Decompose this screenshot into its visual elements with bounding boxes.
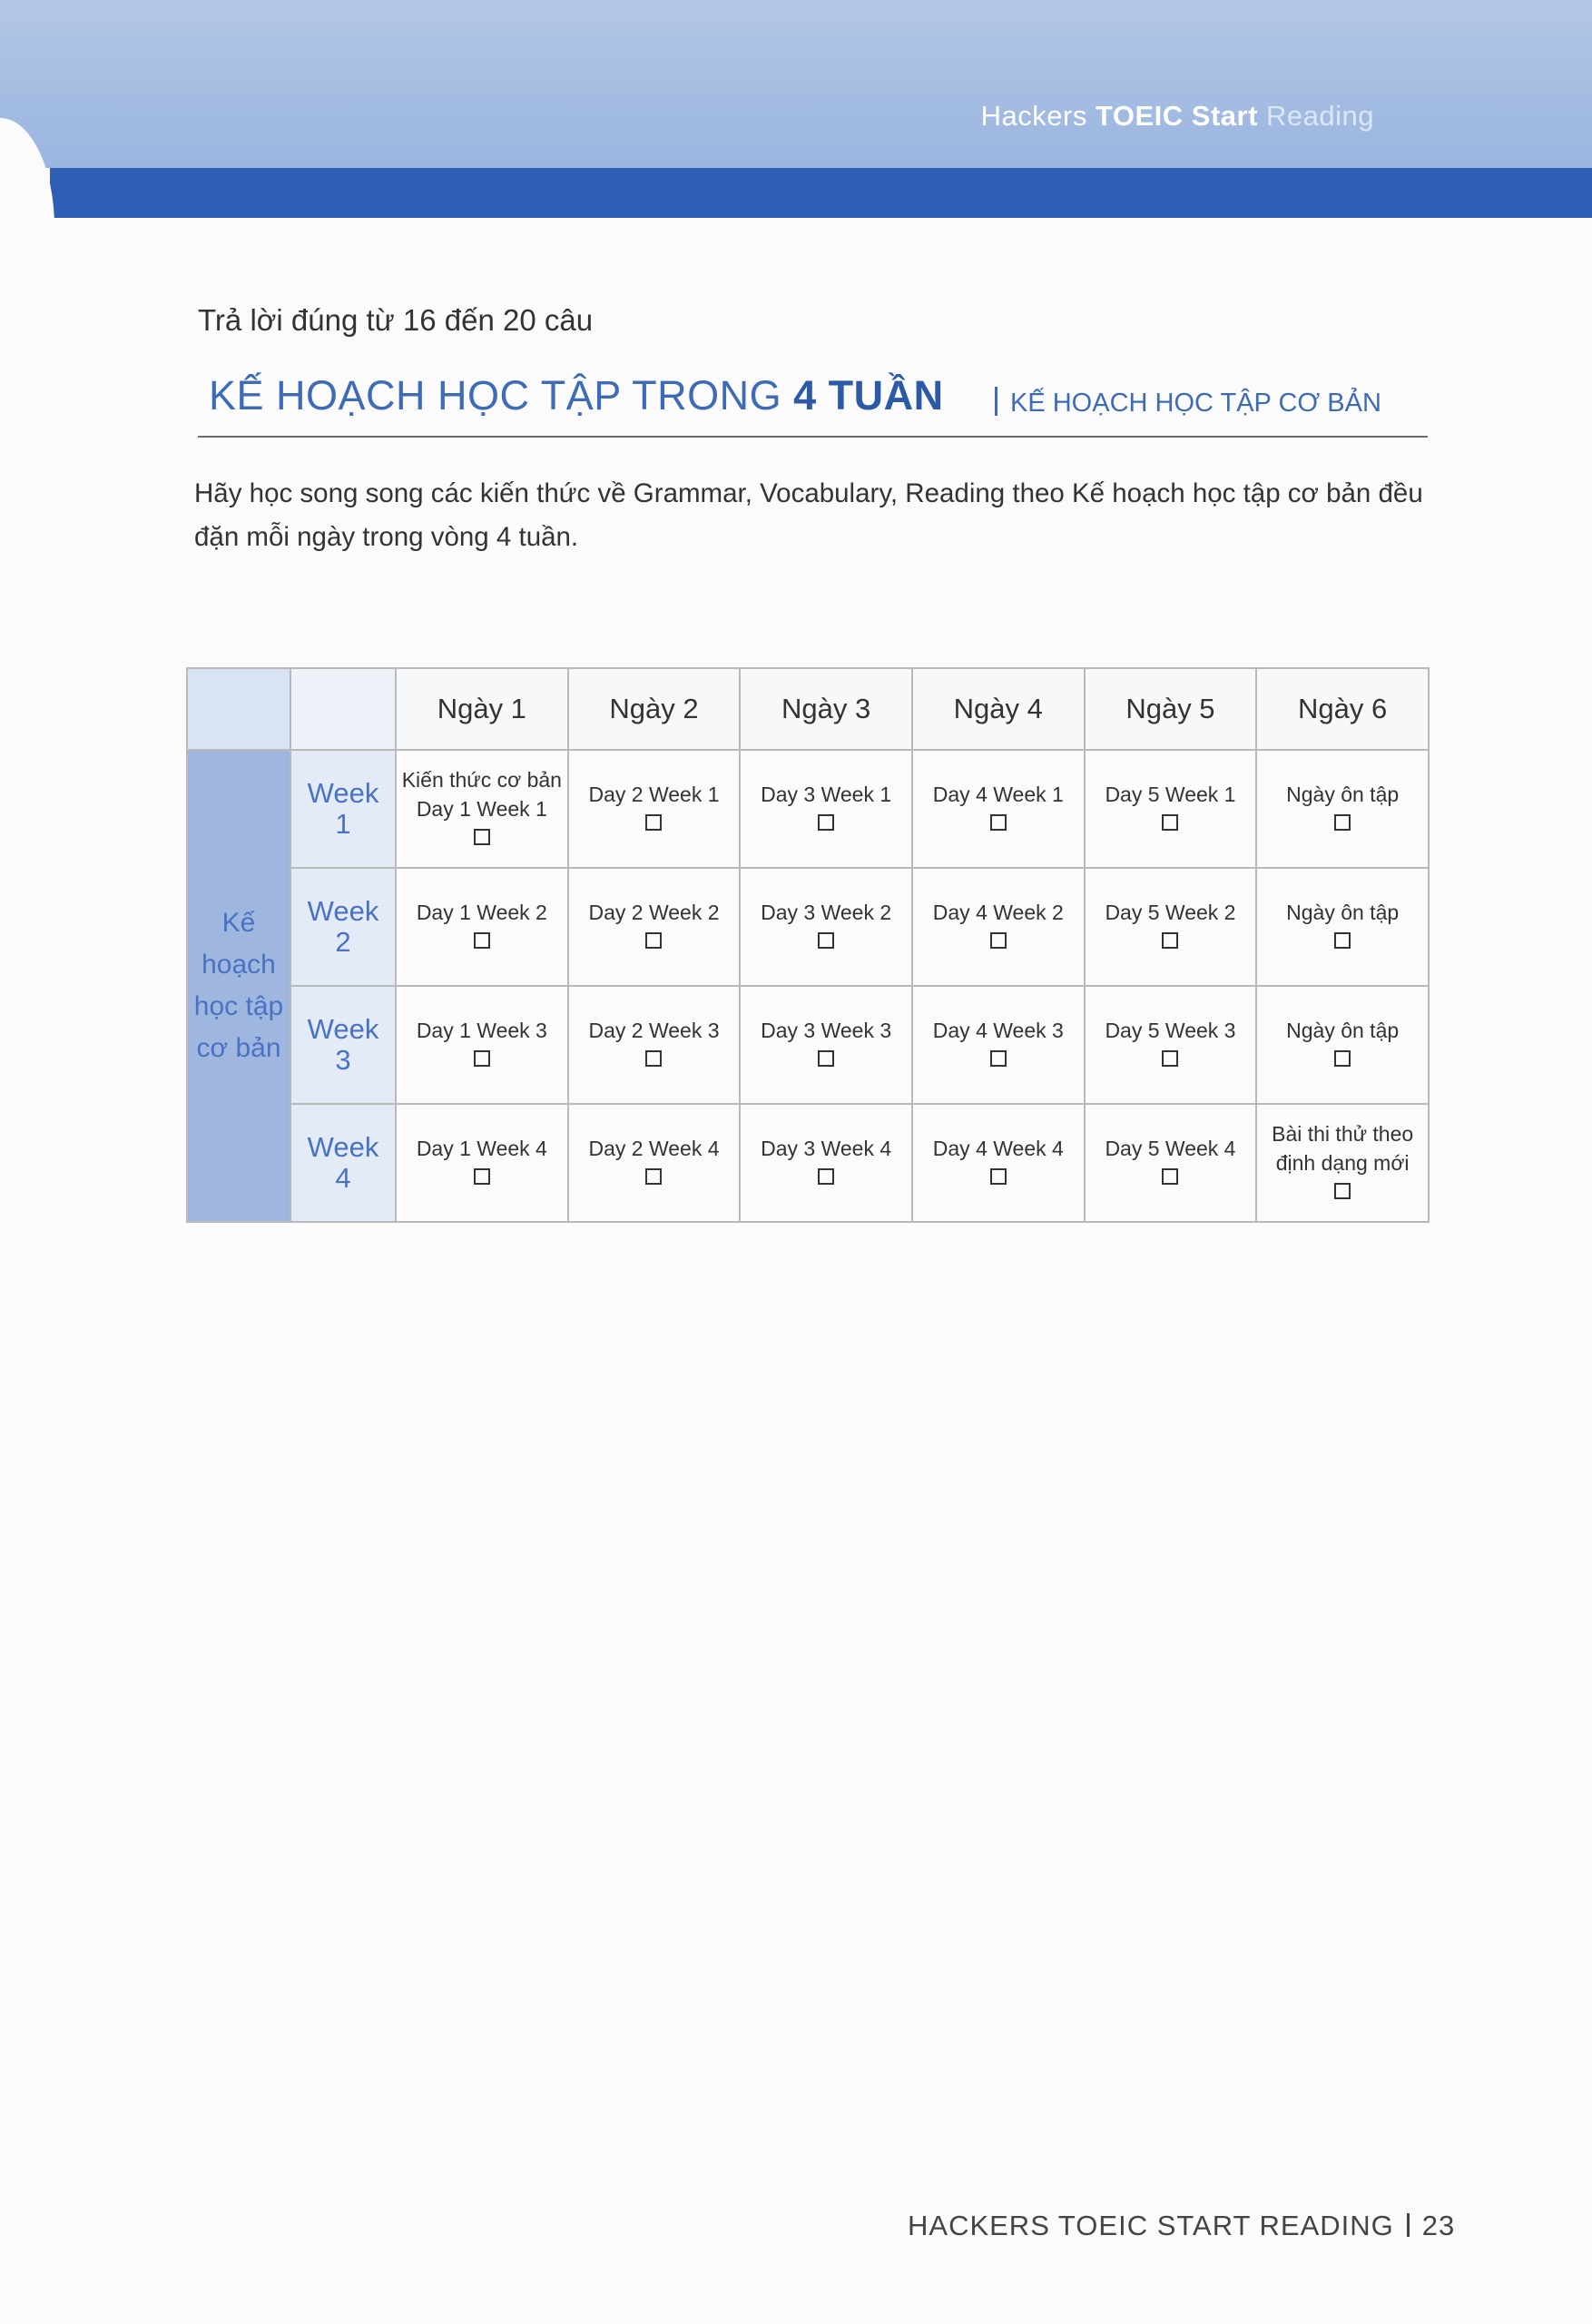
corner-cell <box>187 668 290 750</box>
brand-bold: TOEIC Start <box>1095 100 1258 132</box>
checkbox-icon[interactable] <box>1334 1183 1351 1199</box>
schedule-cell <box>1085 986 1257 1104</box>
checkbox-icon[interactable] <box>1162 1050 1178 1067</box>
schedule-cell <box>1085 1104 1257 1222</box>
schedule-cell <box>396 1104 568 1222</box>
checkbox-icon[interactable] <box>474 932 490 949</box>
schedule-cell <box>568 1104 741 1222</box>
cell-text: Day 2 Week 4 <box>588 1137 720 1160</box>
schedule-cell <box>740 868 912 986</box>
day-header: Ngày 5 <box>1085 668 1257 750</box>
week-header <box>290 986 396 1104</box>
criteria-text: Trả lời đúng từ 16 đến 20 câu <box>198 303 594 337</box>
cell-text: Day 5 Week 3 <box>1105 1019 1236 1042</box>
week-label-line: 1 <box>335 808 351 840</box>
cell-text: Bài thi thử theo <box>1272 1122 1414 1146</box>
cell-text: Day 3 Week 3 <box>761 1019 892 1042</box>
checkbox-icon[interactable] <box>818 814 834 831</box>
checkbox-icon[interactable] <box>474 829 490 845</box>
schedule-cell <box>912 986 1085 1104</box>
cell-text: Day 5 Week 2 <box>1105 901 1236 924</box>
brand-suffix: Reading <box>1266 100 1374 132</box>
week-label-line: Week <box>307 1013 379 1045</box>
week-row <box>187 1104 1429 1222</box>
schedule-cell <box>568 868 741 986</box>
brand-prefix: Hackers <box>980 100 1087 132</box>
week-label-line: Week <box>307 1131 379 1163</box>
cell-text: Day 4 Week 4 <box>932 1137 1064 1160</box>
checkbox-icon[interactable] <box>990 814 1007 831</box>
week-label-line: 2 <box>335 926 351 958</box>
plan-label: Kế hoạch học tập cơ bản <box>187 750 290 1222</box>
schedule-cell <box>1085 750 1257 868</box>
checkbox-icon[interactable] <box>818 1168 834 1185</box>
checkbox-icon[interactable] <box>990 932 1007 949</box>
checkbox-icon[interactable] <box>1162 932 1178 949</box>
schedule-cell <box>568 986 741 1104</box>
cell-text: Day 4 Week 2 <box>932 901 1064 924</box>
plan-subtitle-text: KẾ HOẠCH HỌC TẬP CƠ BẢN <box>1010 389 1381 418</box>
schedule-cell <box>1256 750 1429 868</box>
cell-text: Kiến thức cơ bản <box>401 768 562 792</box>
schedule-cell <box>396 986 568 1104</box>
subtitle-divider <box>995 387 997 416</box>
footer-book-title: HACKERS TOEIC START READING <box>908 2210 1394 2241</box>
week-row <box>187 986 1429 1104</box>
day-header: Ngày 2 <box>568 668 741 750</box>
cell-text: Day 3 Week 4 <box>761 1137 892 1160</box>
study-schedule-table <box>186 667 1430 1223</box>
cell-text: Day 1 Week 3 <box>416 1019 547 1042</box>
week-header <box>290 868 396 986</box>
schedule-cell <box>396 868 568 986</box>
plan-subtitle <box>995 387 1381 419</box>
week-label-line: Week <box>307 777 379 809</box>
schedule-cell <box>740 750 912 868</box>
intro-paragraph: Hãy học song song các kiến thức về Grammar, Vocabulary, Reading theo Kế hoạch học tập cơ bản đều đặn mỗi ngày trong vòng 4 tuần. <box>194 478 1423 552</box>
cell-text: Day 5 Week 1 <box>1105 783 1236 806</box>
plan-heading <box>198 365 1428 438</box>
day-header: Ngày 3 <box>740 668 912 750</box>
week-row <box>187 868 1429 986</box>
week-header <box>290 750 396 868</box>
week-header <box>290 1104 396 1222</box>
checkbox-icon[interactable] <box>818 932 834 949</box>
cell-text: Ngày ôn tập <box>1286 783 1400 806</box>
checkbox-icon[interactable] <box>818 1050 834 1067</box>
schedule-cell <box>1256 868 1429 986</box>
checkbox-icon[interactable] <box>990 1050 1007 1067</box>
schedule-cell <box>912 750 1085 868</box>
cell-text: Day 1 Week 1 <box>416 797 547 821</box>
schedule-cell <box>912 1104 1085 1222</box>
checkbox-icon[interactable] <box>990 1168 1007 1185</box>
page-footer <box>908 2210 1455 2242</box>
cell-text: Day 4 Week 1 <box>932 783 1064 806</box>
schedule-cell <box>1085 868 1257 986</box>
checkbox-icon[interactable] <box>474 1050 490 1067</box>
cell-text: Day 1 Week 2 <box>416 901 547 924</box>
week-row <box>187 750 1429 868</box>
day-header-row <box>187 668 1429 750</box>
week-label-line: 4 <box>335 1162 351 1194</box>
checkbox-icon[interactable] <box>645 814 662 831</box>
cell-text: Ngày ôn tập <box>1286 901 1400 924</box>
schedule-cell <box>396 750 568 868</box>
cell-text: Ngày ôn tập <box>1286 1019 1400 1042</box>
checkbox-icon[interactable] <box>1334 1050 1351 1067</box>
day-header: Ngày 6 <box>1256 668 1429 750</box>
cell-text: Day 5 Week 4 <box>1105 1137 1236 1160</box>
schedule-cell <box>1256 986 1429 1104</box>
checkbox-icon[interactable] <box>1162 1168 1178 1185</box>
day-header: Ngày 4 <box>912 668 1085 750</box>
week-label-line: 3 <box>335 1044 351 1076</box>
header-band <box>0 0 1592 168</box>
page-number: 23 <box>1421 2210 1456 2241</box>
schedule-cell <box>1256 1104 1429 1222</box>
header-stripe <box>50 168 1592 218</box>
running-header <box>981 100 1374 133</box>
checkbox-icon[interactable] <box>645 1168 662 1185</box>
plan-title-weeks: 4 TUẦN <box>793 372 944 419</box>
week-label-line: Week <box>307 895 379 927</box>
cell-text: Day 4 Week 3 <box>932 1019 1064 1042</box>
schedule-cell <box>568 750 741 868</box>
checkbox-icon[interactable] <box>645 1050 662 1067</box>
cell-text: Day 3 Week 2 <box>761 901 892 924</box>
cell-text: định dạng mới <box>1275 1151 1410 1175</box>
schedule-cell <box>740 1104 912 1222</box>
cell-text: Day 2 Week 1 <box>588 783 720 806</box>
schedule-cell <box>740 986 912 1104</box>
plan-title-main: KẾ HOẠCH HỌC TẬP TRONG <box>209 372 782 419</box>
cell-text: Day 2 Week 2 <box>588 901 720 924</box>
cell-text: Day 2 Week 3 <box>588 1019 720 1042</box>
checkbox-icon[interactable] <box>1334 814 1351 831</box>
plan-title <box>209 372 944 419</box>
schedule-cell <box>912 868 1085 986</box>
checkbox-icon[interactable] <box>1162 814 1178 831</box>
checkbox-icon[interactable] <box>645 932 662 949</box>
footer-divider <box>1407 2213 1410 2237</box>
cell-text: Day 3 Week 1 <box>761 783 892 806</box>
day-header: Ngày 1 <box>396 668 568 750</box>
corner-cell <box>290 668 396 750</box>
cell-text: Day 1 Week 4 <box>416 1137 547 1160</box>
checkbox-icon[interactable] <box>1334 932 1351 949</box>
checkbox-icon[interactable] <box>474 1168 490 1185</box>
